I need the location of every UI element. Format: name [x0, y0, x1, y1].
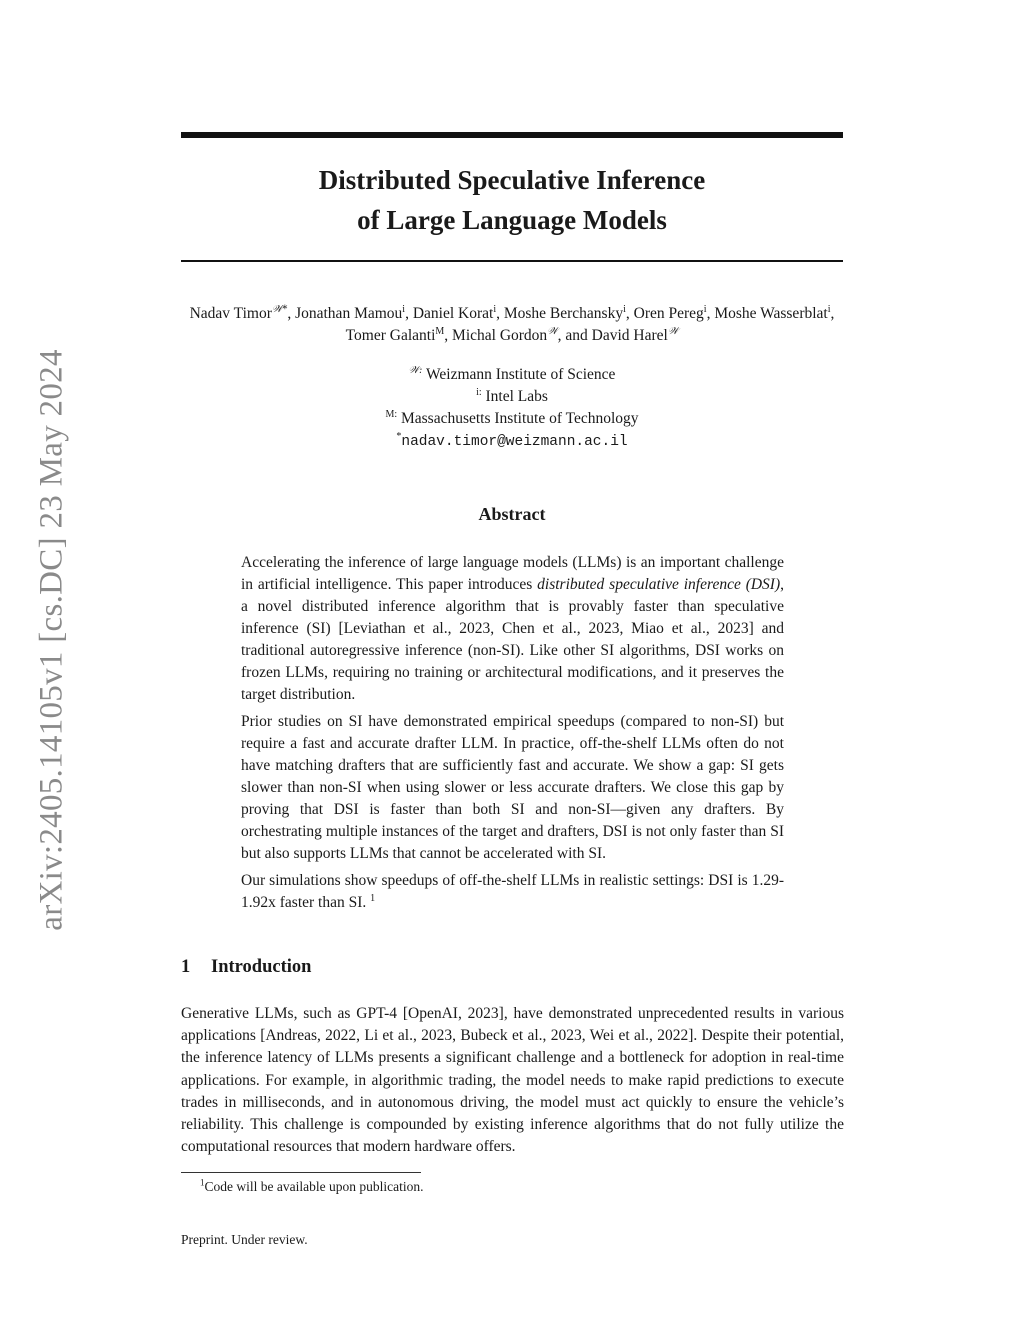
- paper-title: [181, 160, 843, 240]
- affiliation-name: Weizmann Institute of Science: [426, 366, 616, 383]
- footnote-rule: [181, 1172, 421, 1173]
- abstract-body: [241, 552, 784, 919]
- abstract-text: , a novel distributed inference algorithm that is provably faster than speculative inference (SI) [Leviathan et al., 2023, Chen et al., 2023, Miao et al., 2023] and traditional autoregressive inference (non-SI). Like other SI algorithms, DSI works on frozen LLMs, requiring no training or architectural modifications, and it preserves the target distribution.: [241, 576, 784, 703]
- affiliation-item: [181, 364, 843, 386]
- author-affil-mark: i: [402, 303, 406, 315]
- author-name: , Daniel Korat: [405, 305, 494, 322]
- abstract-paragraph: [241, 552, 784, 706]
- preprint-note: Preprint. Under review.: [181, 1232, 308, 1247]
- abstract-emphasis: distributed speculative inference (DSI): [537, 576, 781, 593]
- affiliation-name: Massachusetts Institute of Technology: [400, 410, 639, 427]
- footnote-text: Code will be available upon publication.: [204, 1179, 424, 1194]
- abstract-paragraph: [241, 870, 784, 914]
- abstract-heading: Abstract: [478, 504, 546, 524]
- title-rule-bottom: [181, 260, 843, 262]
- author-affil-mark: i: [827, 303, 831, 315]
- author-name: , Oren Pereg: [625, 305, 704, 322]
- intro-paragraph: Generative LLMs, such as GPT-4 [OpenAI, 2023], have demonstrated unprecedented results in various applications [Andreas, 2022, Li et al., 2023, Bubeck et al., 2023, Wei et al., 2022]. Despite their potential, the inference latency of LLMs presents a significant challenge and a bottleneck for adoption in real-time applications. For example, in algorithmic trading, the model needs to make rapid predictions to execute trades in milliseconds, and in autonomous driving, the model must act quickly to ensure the vehicle’s reliability. This challenge is compounded by existing inference algorithms that do not fully utilize the computational resources that modern hardware offers.: [181, 1005, 844, 1156]
- author-name: , Tomer Galanti: [345, 305, 835, 344]
- section-title: Introduction: [211, 957, 312, 977]
- footnote-mark: 1: [200, 1177, 205, 1188]
- author-affil-mark: 𝒲: [667, 325, 679, 337]
- author-list: [181, 303, 843, 347]
- abstract-paragraph: Prior studies on SI have demonstrated empirical speedups (compared to non-SI) but require a fast and accurate drafter LLM. In practice, off-the-shelf LLMs often do not have matching drafters that are sufficiently fast and accurate. We show a gap: SI gets slower than non-SI when using slower or less accurate drafters. We close this gap by proving that DSI is faster than both SI and non-SI—given any drafters. By orchestrating multiple instances of the target and drafters, DSI is not only faster than SI but also supports LLMs that cannot be accelerated with SI.: [241, 713, 784, 862]
- email-mark: *: [396, 430, 402, 442]
- section-heading: [181, 957, 311, 978]
- footnote-reference: 1: [370, 892, 376, 904]
- author-name: , and David Harel: [557, 327, 668, 344]
- affiliation-item: [181, 386, 843, 408]
- author-affil-mark: M: [435, 325, 445, 337]
- author-name: , Jonathan Mamou: [287, 305, 403, 322]
- author-affil-mark: i: [493, 303, 497, 315]
- author-affil-mark: i: [703, 303, 707, 315]
- author-name: , Moshe Berchansky: [496, 305, 624, 322]
- author-name: Nadav Timor: [189, 305, 272, 322]
- affiliation-list: [181, 364, 843, 453]
- affiliation-name: Intel Labs: [485, 388, 548, 405]
- author-name: , Michal Gordon: [444, 327, 548, 344]
- author-affil-mark: 𝒲: [547, 325, 558, 337]
- abstract-text: Our simulations show speedups of off-the-shelf LLMs in realistic settings: DSI is 1.29-1.92x faster than SI.: [241, 872, 784, 911]
- footnote: [200, 1179, 423, 1195]
- affiliation-mark: M:: [385, 408, 398, 420]
- arxiv-stamp-text: arXiv:2405.14105v1 [cs.DC] 23 May 2024: [33, 349, 70, 931]
- affiliation-item: [181, 408, 843, 430]
- section-number: 1: [181, 957, 191, 977]
- author-affil-mark: 𝒲*: [271, 303, 288, 315]
- affiliation-mark: i:: [476, 386, 482, 398]
- contact-email: [181, 430, 843, 453]
- email-address: nadav.timor@weizmann.ac.il: [401, 434, 628, 450]
- title-line-2: of Large Language Models: [357, 205, 667, 235]
- abstract-text: Accelerating the inference of large language models (LLMs) is an important challenge in artificial intelligence. This paper introduces: [241, 554, 784, 593]
- author-name: , Moshe Wasserblat: [706, 305, 828, 322]
- affiliation-mark: 𝒲:: [408, 364, 423, 376]
- title-line-1: Distributed Speculative Inference: [318, 165, 706, 195]
- title-rule-top: [181, 132, 843, 138]
- author-affil-mark: i: [623, 303, 626, 315]
